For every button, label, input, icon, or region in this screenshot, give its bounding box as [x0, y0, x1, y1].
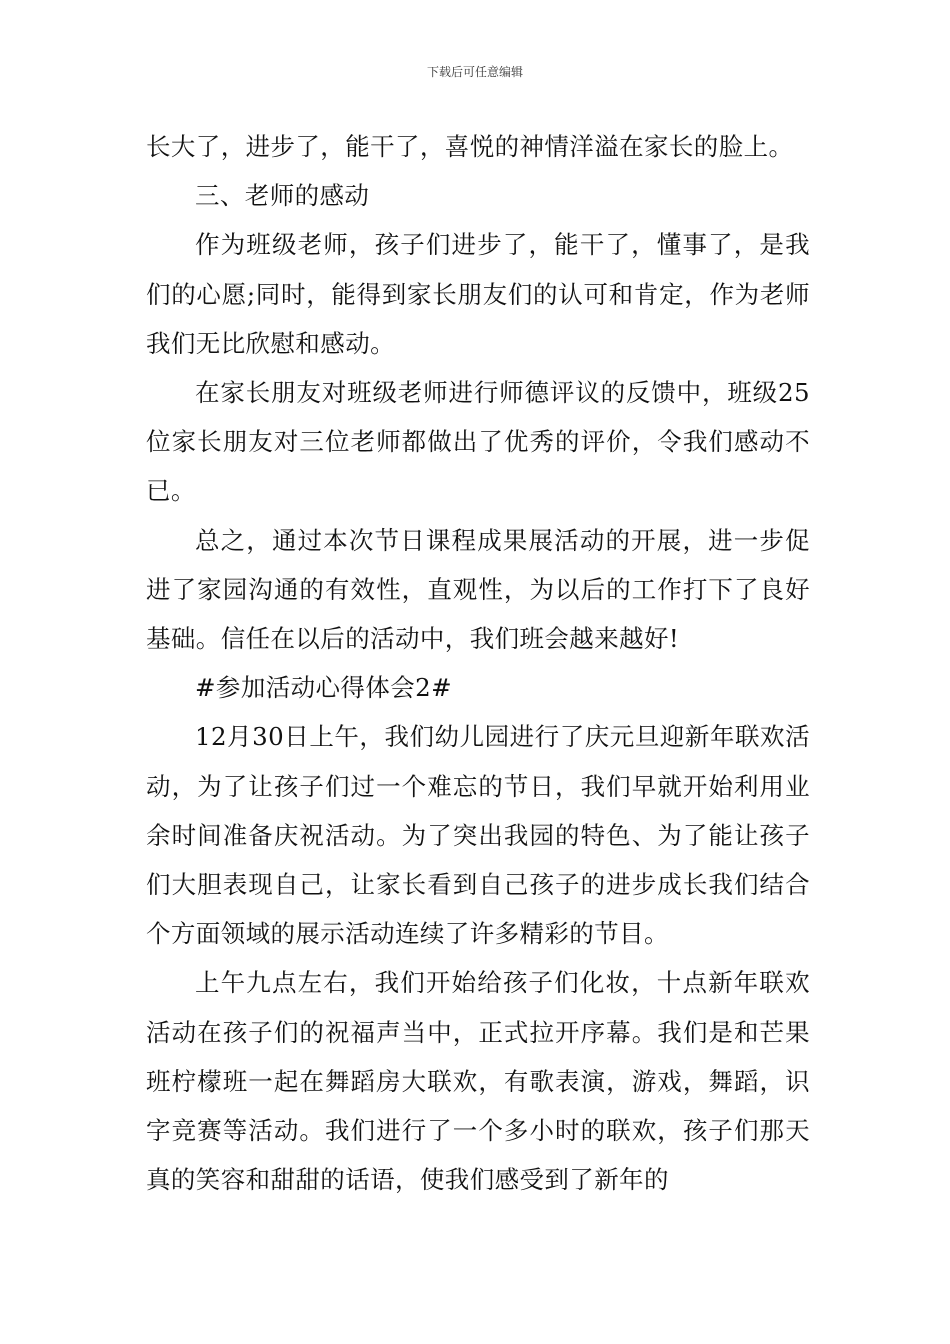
- section-heading-experience-2: #参加活动心得体会2#: [195, 673, 453, 703]
- paragraph-7: 12月30日上午，我们幼儿园进行了庆元旦迎新年联欢活动，为了让孩子们过一个难忘的节日，我们早就开始利用业余时间准备庆祝活动。为了突出我园的特色、为了能让孩子们大胆表现自己，让家长看到自己孩子的进步成长我们结合个方面领域的展示活动连续了许多精彩的节目。: [146, 722, 810, 949]
- document-body: [146, 122, 810, 1204]
- paragraph-5: 总之，通过本次节日课程成果展活动的开展，进一步促进了家园沟通的有效性，直观性，为以后的工作打下了良好基础。信任在以后的活动中，我们班会越来越好!: [146, 525, 810, 654]
- paragraph-8: 上午九点左右，我们开始给孩子们化妆，十点新年联欢活动在孩子们的祝福声当中，正式拉开序幕。我们是和芒果班柠檬班一起在舞蹈房大联欢，有歌表演，游戏，舞蹈，识字竞赛等活动。我们进行了一个多小时的联欢，孩子们那天真的笑容和甜甜的话语，使我们感受到了新年的: [146, 968, 810, 1195]
- paragraph-1: 长大了，进步了，能干了，喜悦的神情洋溢在家长的脸上。: [146, 132, 794, 161]
- paragraph-4: 在家长朋友对班级老师进行师德评议的反馈中，班级25位家长朋友对三位老师都做出了优秀的评价，令我们感动不已。: [146, 378, 810, 506]
- paragraph-3: 作为班级老师，孩子们进步了，能干了，懂事了，是我们的心愿;同时，能得到家长朋友们的认可和肯定，作为老师我们无比欣慰和感动。: [146, 230, 810, 358]
- section-heading-teacher-feelings: 三、老师的感动: [195, 181, 370, 211]
- page-header: 下载后可任意编辑: [426, 65, 523, 79]
